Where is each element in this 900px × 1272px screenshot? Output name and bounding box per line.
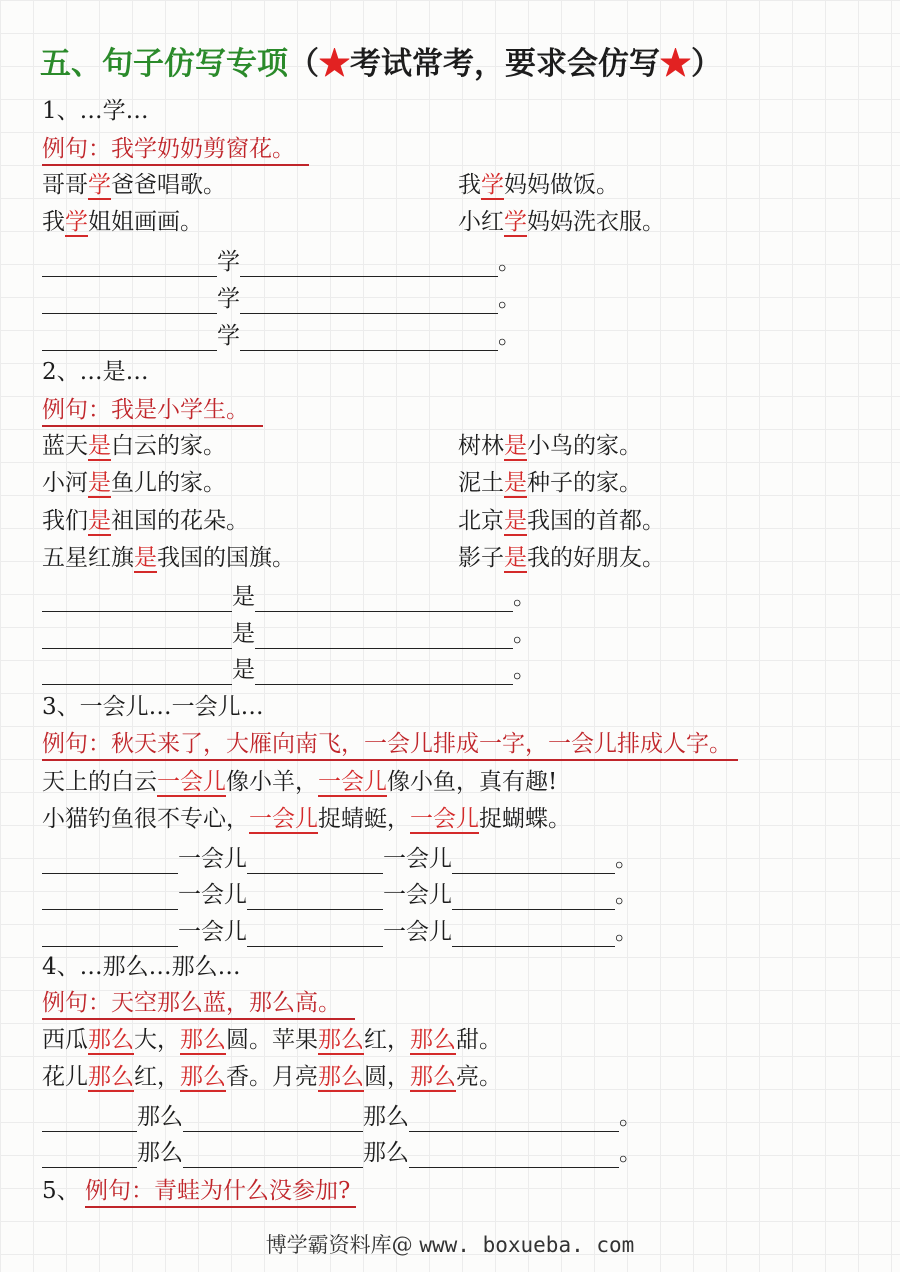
sentence: 哥哥学爸爸唱歌。 — [42, 172, 226, 198]
blank-input[interactable] — [42, 1109, 137, 1132]
blank-input[interactable] — [42, 589, 232, 612]
fill-blank-row: 是 。 — [42, 655, 536, 685]
sentence: 天上的白云一会儿像小羊，一会儿像小鱼，真有趣! — [42, 769, 558, 795]
fill-blank-row: 学 。 — [42, 321, 521, 351]
section-2-label: 2、…是… — [42, 359, 149, 385]
blank-input[interactable] — [42, 924, 178, 947]
fill-blank-row: 学 。 — [42, 247, 521, 277]
section-2-example: 例句：我是小学生。 — [42, 395, 263, 427]
blank-input[interactable] — [42, 254, 217, 277]
section-1-example: 例句：我学奶奶剪窗花。 — [42, 134, 309, 166]
blank-input[interactable] — [183, 1109, 363, 1132]
blank-input[interactable] — [42, 851, 178, 874]
section-1-label: 1、…学… — [42, 98, 149, 124]
blank-input[interactable] — [247, 851, 383, 874]
sentence: 我们是祖国的花朵。 — [42, 508, 249, 534]
fill-blank-row: 那么 那么 。 — [42, 1138, 642, 1168]
sentence: 花儿那么红，那么香。月亮那么圆，那么亮。 — [42, 1064, 502, 1090]
fill-blank-row: 是 。 — [42, 619, 536, 649]
title-close-paren: ） — [691, 46, 722, 82]
blank-input[interactable] — [240, 328, 498, 351]
star-icon: ★ — [319, 46, 350, 82]
blank-input[interactable] — [452, 887, 615, 910]
sentence: 小猫钓鱼很不专心，一会儿捉蜻蜓，一会儿捉蝴蝶。 — [42, 806, 571, 832]
section-4-example: 例句：天空那么蓝，那么高。 — [42, 988, 355, 1020]
star-icon: ★ — [660, 46, 691, 82]
sentence: 蓝天是白云的家。 — [42, 433, 226, 459]
footer-site: 博学霸资料库@ — [265, 1233, 420, 1257]
section-5-label: 5、 — [42, 1178, 80, 1204]
blank-input[interactable] — [42, 662, 232, 685]
blank-input[interactable] — [240, 291, 498, 314]
blank-input[interactable] — [42, 1145, 137, 1168]
blank-input[interactable] — [409, 1109, 619, 1132]
title-open-paren: （ — [288, 46, 319, 82]
fill-blank-row: 学 。 — [42, 284, 521, 314]
blank-input[interactable] — [255, 589, 513, 612]
blank-input[interactable] — [247, 887, 383, 910]
sentence: 泥土是种子的家。 — [458, 470, 642, 496]
sentence: 西瓜那么大，那么圆。苹果那么红，那么甜。 — [42, 1027, 502, 1053]
title-sub: 考试常考，要求会仿写 — [350, 46, 660, 82]
blank-input[interactable] — [42, 328, 217, 351]
blank-input[interactable] — [255, 662, 513, 685]
sentence: 北京是我国的首都。 — [458, 508, 665, 534]
sentence: 树林是小鸟的家。 — [458, 433, 642, 459]
section-5-example: 例句：青蛙为什么没参加? — [85, 1176, 356, 1208]
blank-input[interactable] — [240, 254, 498, 277]
blank-input[interactable] — [183, 1145, 363, 1168]
blank-input[interactable] — [255, 626, 513, 649]
sentence: 我学妈妈做饭。 — [458, 172, 619, 198]
blank-input[interactable] — [409, 1145, 619, 1168]
sentence: 小红学妈妈洗衣服。 — [458, 209, 665, 235]
sentence: 五星红旗是我国的国旗。 — [42, 545, 295, 571]
blank-input[interactable] — [452, 924, 615, 947]
fill-blank-row: 一会儿 一会儿 。 — [42, 880, 638, 910]
blank-input[interactable] — [42, 887, 178, 910]
sentence: 我学姐姐画画。 — [42, 209, 203, 235]
blank-input[interactable] — [452, 851, 615, 874]
blank-input[interactable] — [42, 291, 217, 314]
blank-input[interactable] — [247, 924, 383, 947]
title-main: 五、句子仿写专项 — [40, 46, 288, 82]
sentence: 小河是鱼儿的家。 — [42, 470, 226, 496]
footer-domain: www. boxueba. com — [419, 1233, 635, 1257]
section-4-label: 4、…那么…那么… — [42, 954, 241, 980]
sentence: 影子是我的好朋友。 — [458, 545, 665, 571]
section-3-label: 3、一会儿…一会儿… — [42, 694, 264, 720]
page-title — [40, 42, 722, 86]
section-3-example: 例句：秋天来了，大雁向南飞，一会儿排成一字，一会儿排成人字。 — [42, 729, 738, 761]
fill-blank-row: 是 。 — [42, 582, 536, 612]
blank-input[interactable] — [42, 626, 232, 649]
footer-watermark — [0, 1230, 900, 1260]
fill-blank-row: 一会儿 一会儿 。 — [42, 844, 638, 874]
fill-blank-row: 那么 那么 。 — [42, 1102, 642, 1132]
fill-blank-row: 一会儿 一会儿 。 — [42, 917, 638, 947]
